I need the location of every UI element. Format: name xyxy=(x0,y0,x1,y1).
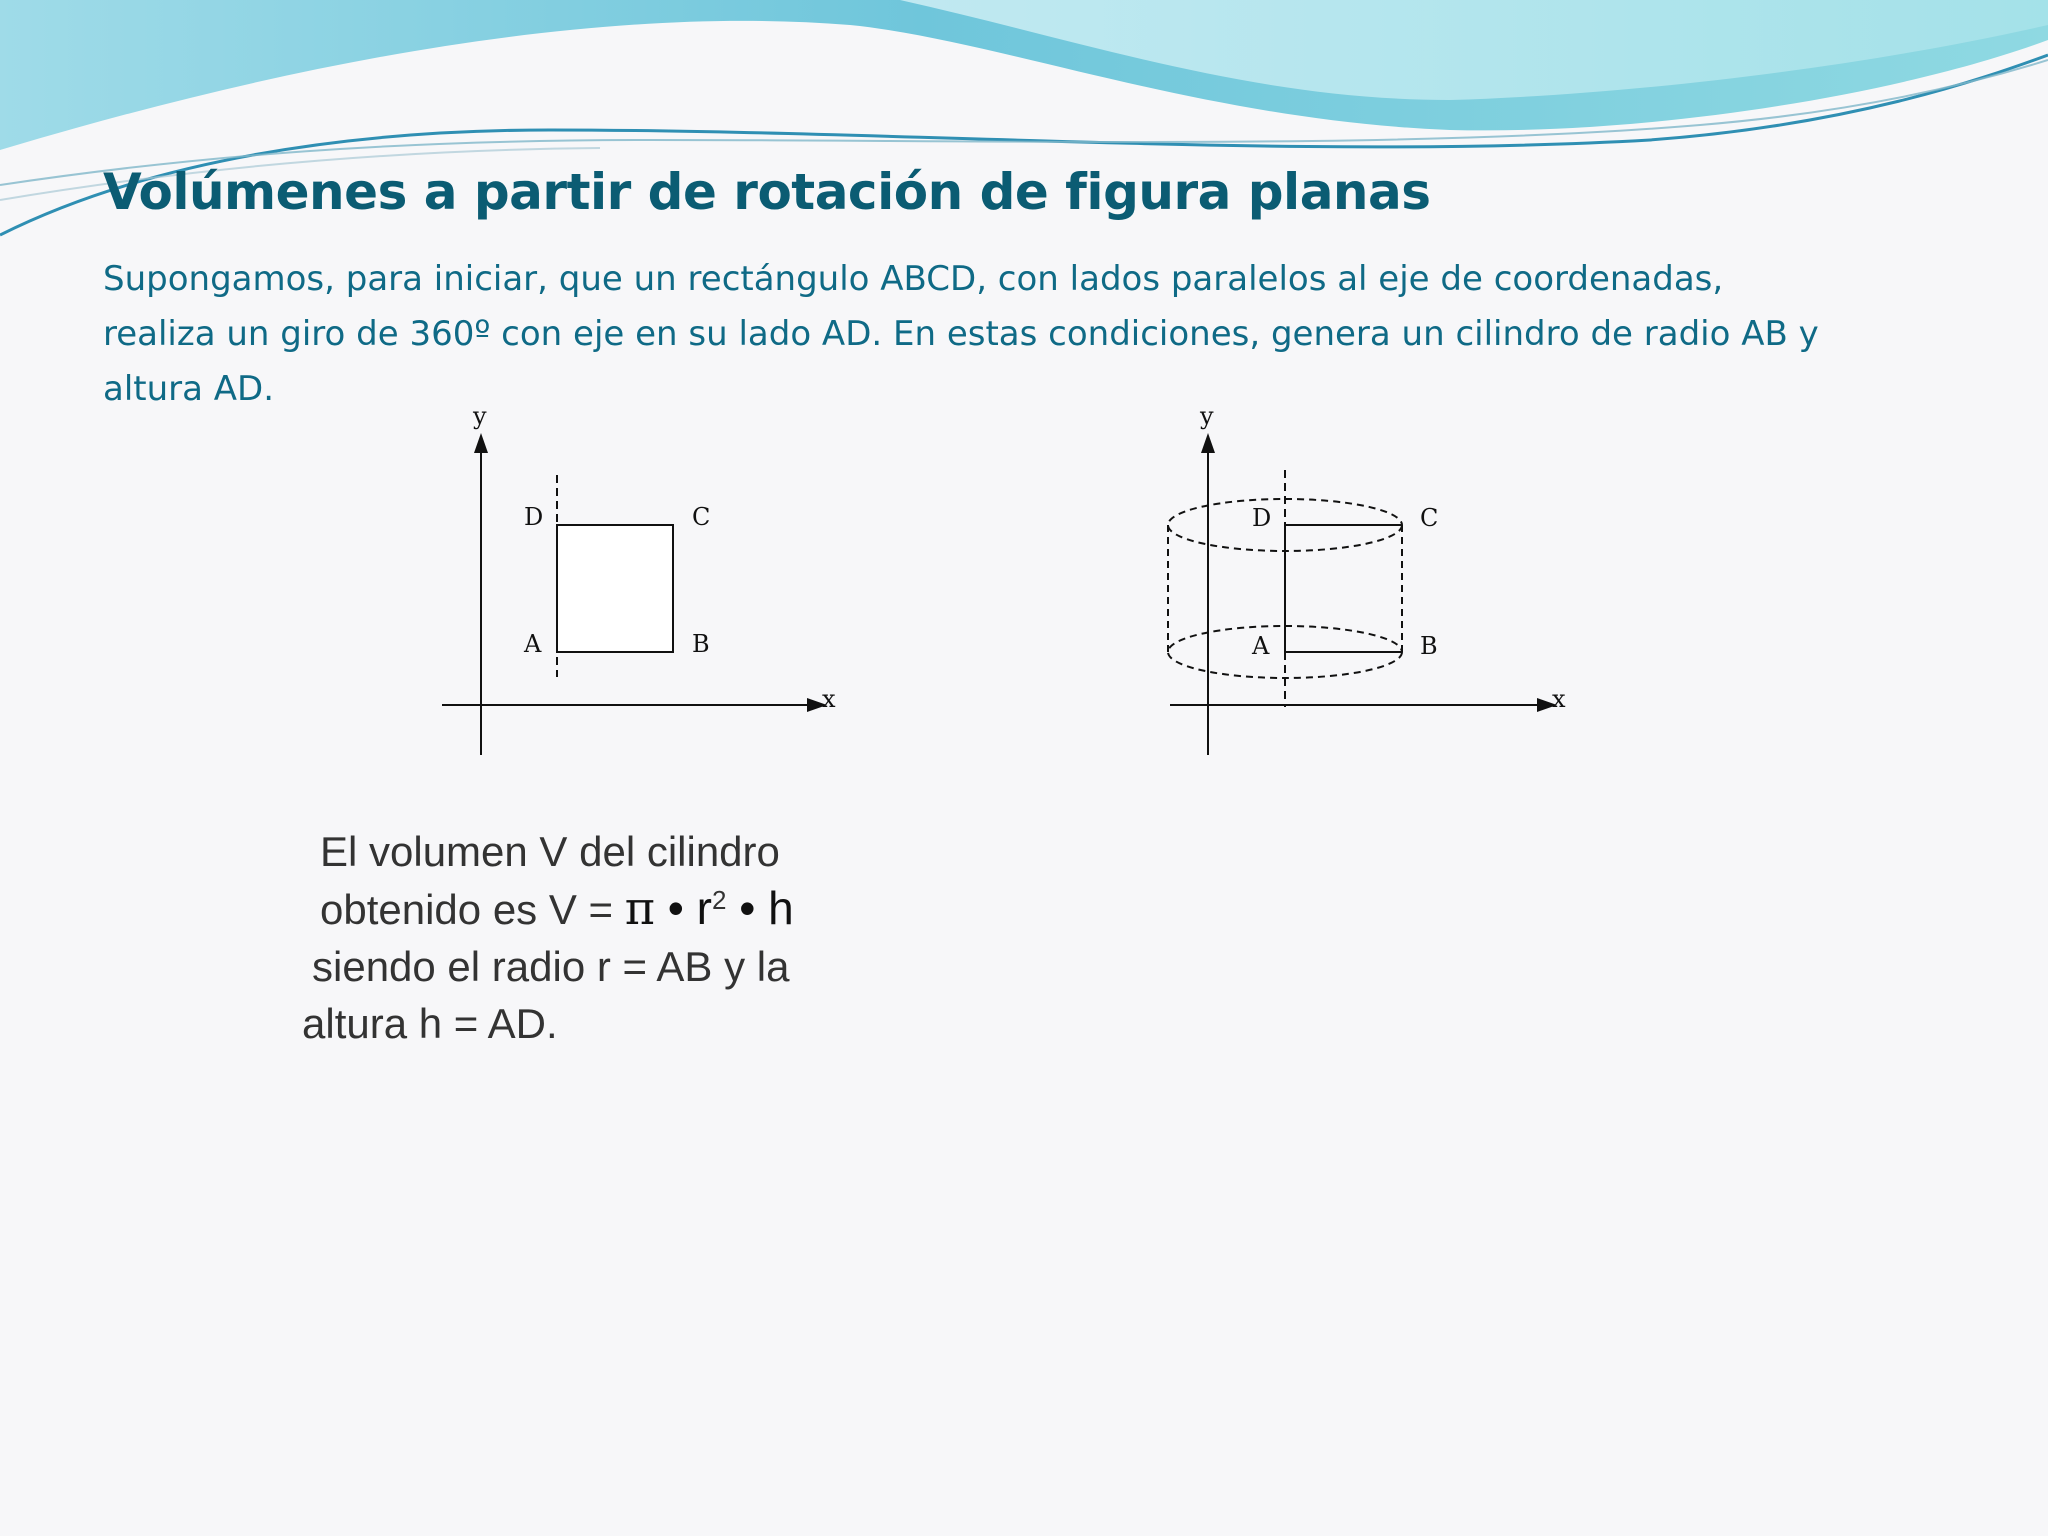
point-a-label: A xyxy=(524,630,542,658)
pi-symbol: π xyxy=(624,881,655,935)
point-b-label: B xyxy=(1420,632,1438,660)
y-axis-arrow xyxy=(474,433,488,453)
point-d-label: D xyxy=(524,503,544,531)
intro-line: Supongamos, para iniciar, que un rectángulo ABCD, con lados paralelos al eje de coordenadas, xyxy=(103,259,1724,299)
slide-title: Volúmenes a partir de rotación de figura planas xyxy=(103,163,1431,221)
x-axis-label: x xyxy=(1552,685,1566,713)
point-c-label: C xyxy=(692,503,711,531)
point-d-label: D xyxy=(1252,504,1272,532)
formula-prefix: obtenido es V = xyxy=(320,886,625,933)
intro-line: realiza un giro de 360º con eje en su lado AD. En estas condiciones, genera un cilindro de radio AB y xyxy=(103,314,1819,354)
point-c-label: C xyxy=(1420,504,1439,532)
intro-line: altura AD. xyxy=(103,369,275,409)
formula-line: siendo el radio r = AB y la xyxy=(312,943,790,990)
formula-line: El volumen V del cilindro xyxy=(320,828,780,875)
point-b-label: B xyxy=(692,630,710,658)
exponent: 2 xyxy=(711,885,727,915)
rectangle-figure xyxy=(430,395,850,770)
intro-paragraph xyxy=(103,252,2003,417)
x-axis-label: x xyxy=(822,685,836,713)
volume-formula-text xyxy=(300,823,794,1052)
formula-line xyxy=(300,880,794,938)
height-variable: h xyxy=(768,882,794,934)
y-axis-arrow xyxy=(1201,433,1215,453)
multiply-dot: • xyxy=(654,882,697,934)
formula-line: altura h = AD. xyxy=(302,1000,558,1047)
radius-variable: r xyxy=(696,882,712,934)
multiply-dot: • xyxy=(726,882,769,934)
point-a-label: A xyxy=(1252,632,1270,660)
y-axis-label: y xyxy=(473,402,487,430)
y-axis-label: y xyxy=(1200,402,1214,430)
cylinder-figure xyxy=(1160,395,1580,770)
rectangle-abcd xyxy=(557,525,673,652)
